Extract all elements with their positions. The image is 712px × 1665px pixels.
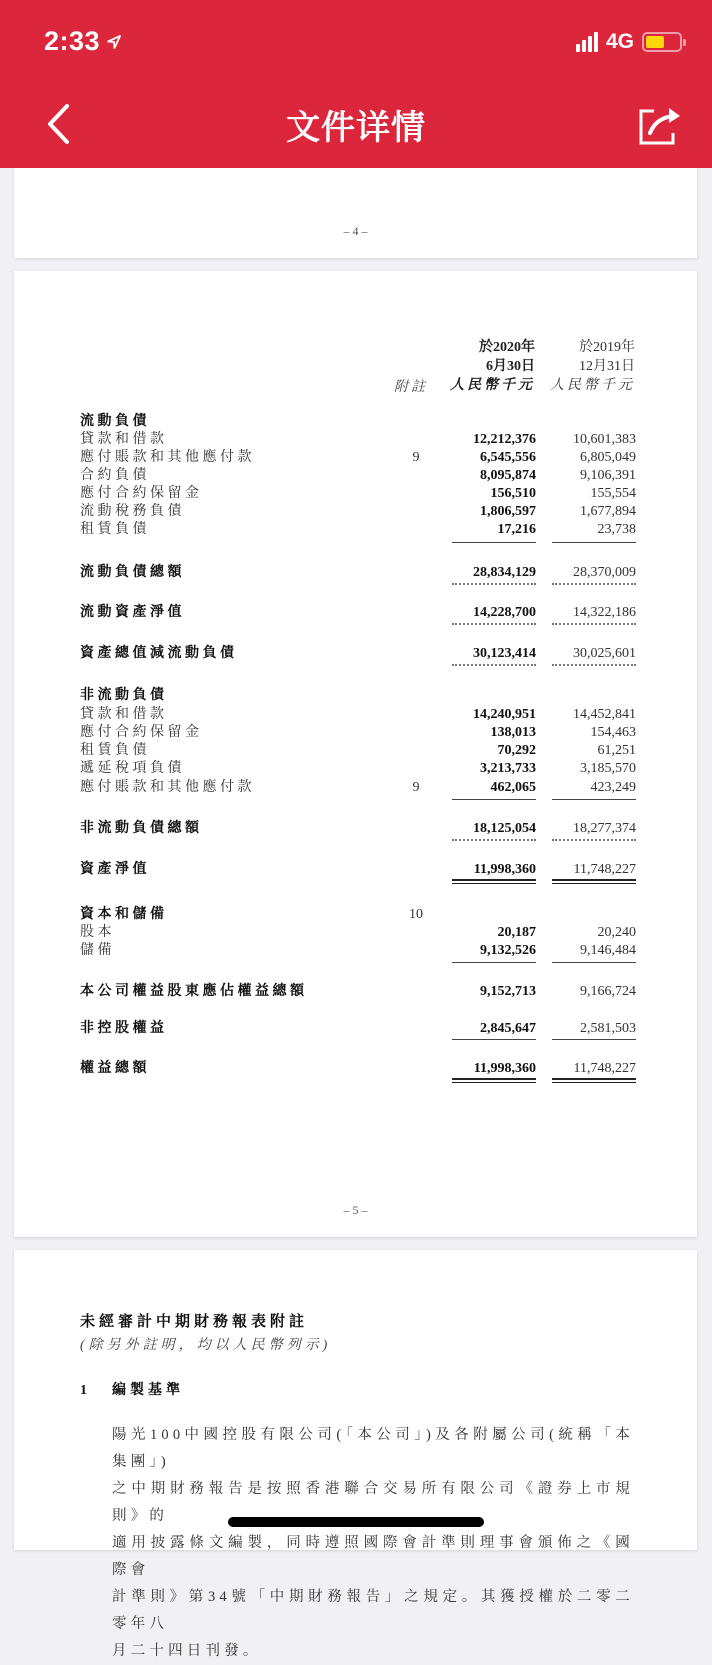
table-row: 應付賬款和其他應付款 9 462,065 423,249 [80,780,636,795]
total-row: 本公司權益股東應佔權益總額 9,152,713 9,166,724 [80,984,636,999]
rule [552,799,636,800]
document-page-6 [14,1250,697,1659]
table-row: 應付合約保留金 138,013 154,463 [80,725,636,740]
rule [452,623,536,625]
table-row: 應付賬款和其他應付款 9 6,545,556 6,805,049 [80,450,636,465]
rule [452,839,536,841]
total-row: 資產總值減流動負債 30,123,414 30,025,601 [80,646,636,661]
rule [452,799,536,800]
table-row: 應付合約保留金 156,510 155,554 [80,486,636,501]
table-row: 貸款和借款 14,240,951 14,452,841 [80,707,636,722]
rule [552,962,636,963]
section-heading: 非流動負債 [80,688,168,703]
table-row: 租賃負債 17,216 23,738 [80,522,636,537]
total-row: 非流動負債總額 18,125,054 18,277,374 [80,821,636,836]
table-row: 合約負債 8,095,874 9,106,391 [80,468,636,483]
rule [452,1039,536,1040]
balance-sheet-continued [14,271,697,1237]
status-time [44,26,122,57]
section-heading: 1 編製基準 [80,1383,184,1398]
notes-subtitle: (除另外註明，均以人民幣列示) [80,1338,332,1353]
battery-icon [642,32,682,52]
total-row: 流動負債總額 28,834,129 28,370,009 [80,565,636,580]
page-title: 文件详情 [286,108,426,148]
col-2019-header: 於2019年 12月31日 人民幣千元 [550,340,635,393]
location-arrow-icon [106,34,122,50]
rule [452,1078,536,1083]
notes-title: 未經審計中期財務報表附註 [80,1314,309,1330]
status-time-text: 2:33 [44,26,101,56]
total-row: 非控股權益 2,845,647 2,581,503 [80,1021,636,1036]
rule [552,583,636,585]
share-button[interactable] [636,103,684,147]
network-type: 4G [605,30,634,53]
table-row: 租賃負債 70,292 61,251 [80,743,636,758]
app-header [0,0,712,168]
total-row: 流動資產淨值 14,228,700 14,322,186 [80,605,636,620]
share-icon [636,103,684,147]
rule [552,1039,636,1040]
rule [452,542,536,543]
section-heading: 流動負債 [80,414,150,429]
section-heading: 資本和儲備 10 [80,907,423,922]
rule [552,879,636,884]
rule [552,542,636,543]
document-page-5 [14,271,697,1237]
status-indicators [576,30,682,54]
table-row: 儲備 9,132,526 9,146,484 [80,943,636,958]
rule [552,623,636,625]
rule [452,962,536,963]
page-number: – 4 – [343,224,368,238]
home-indicator[interactable] [228,1517,484,1527]
basis-of-preparation-paragraph: 陽光100中國控股有限公司(「本公司」)及各附屬公司(統稱「本集團」) 之中期財務報告是按照香港聯合交易所有限公司《證券上市規則》的 適用披露條文編製，同時遵照國際會計準則理事會頒佈之《國際會 計準則》第34號「中期財務報告」之規定。其獲授權於二零二零年八 月二十四日刊發。 [112,1427,634,1659]
signal-strength-icon [576,32,598,52]
table-row: 股本 20,187 20,240 [80,925,636,940]
total-row: 資產淨值 11,998,360 11,748,227 [80,862,636,877]
rule [552,839,636,841]
rule [552,1078,636,1083]
page-number: – 5 – [343,1203,368,1217]
table-row: 遞延稅項負債 3,213,733 3,185,570 [80,761,636,776]
table-row: 流動稅務負債 1,806,597 1,677,894 [80,504,636,519]
total-row: 權益總額 11,998,360 11,748,227 [80,1061,636,1076]
rule [552,664,636,666]
rule [452,583,536,585]
rule [452,664,536,666]
table-row: 貸款和借款 12,212,376 10,601,383 [80,432,636,447]
rule [452,879,536,884]
note-column-header: 附註 [394,380,428,395]
col-2020-header: 於2020年 6月30日 人民幣千元 [450,340,535,393]
